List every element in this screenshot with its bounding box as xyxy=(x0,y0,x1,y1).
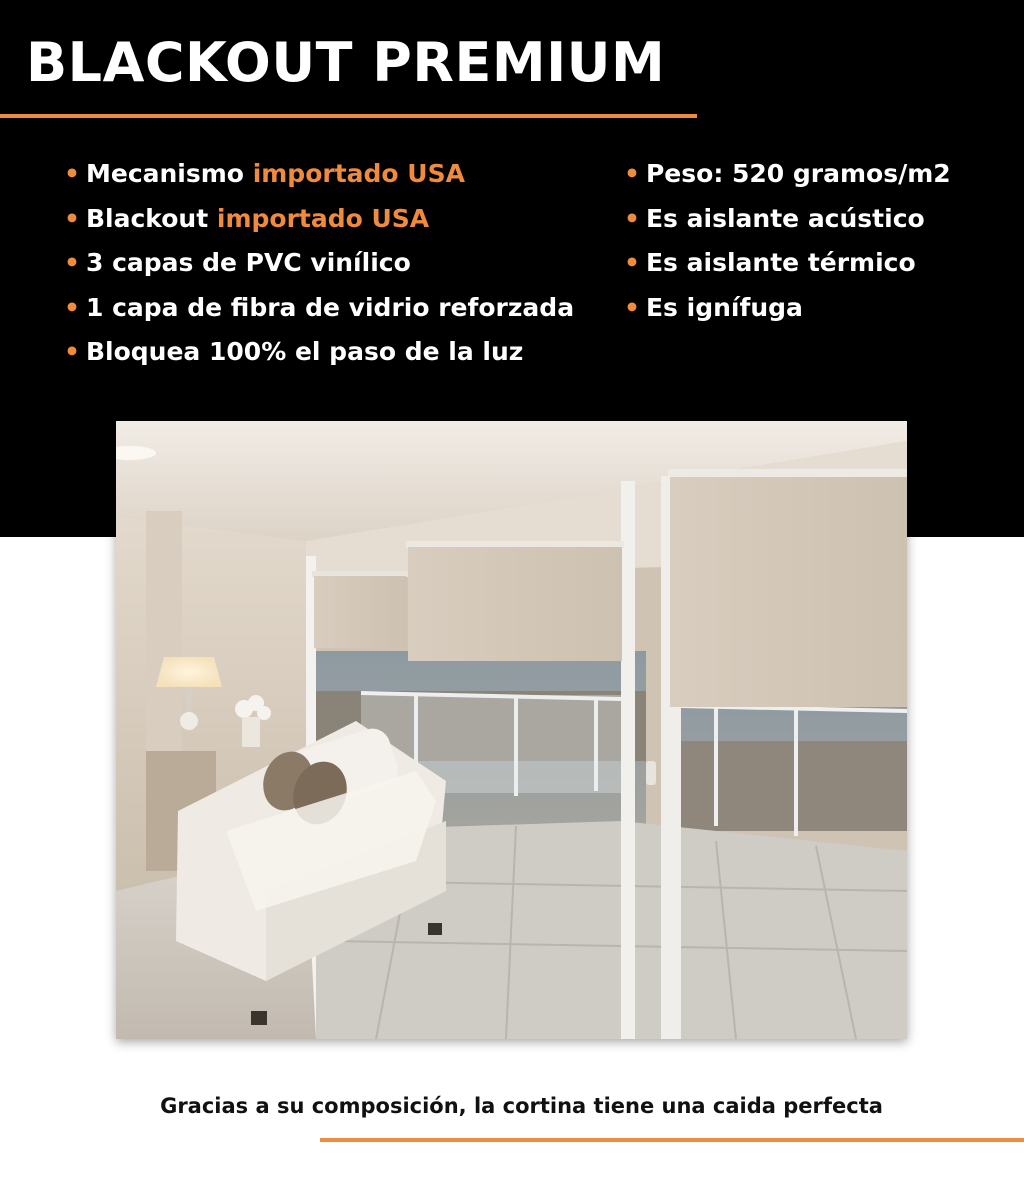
feature-item xyxy=(624,247,951,292)
lamp-shade xyxy=(156,657,222,687)
feature-text: Blackout xyxy=(85,203,217,233)
bullet-icon: • xyxy=(624,203,640,233)
feature-text: Peso: 520 gramos/m2 xyxy=(645,159,951,188)
caption-underline xyxy=(320,1138,1024,1142)
feature-text: Mecanismo xyxy=(85,159,253,188)
feature-text: Bloquea 100% el paso de la luz xyxy=(85,337,524,366)
bullet-icon: • xyxy=(624,292,640,322)
feature-item xyxy=(624,203,951,248)
bullet-icon: • xyxy=(624,159,640,188)
bullet-icon: • xyxy=(64,337,80,366)
feature-item xyxy=(64,336,574,381)
feature-highlight: importado USA xyxy=(216,203,430,233)
caption-text: Gracias a su composición, la cortina tiene una caida perfecta xyxy=(160,1094,883,1118)
bullet-icon: • xyxy=(624,248,640,277)
feature-text: 1 capa de fibra de vidrio reforzada xyxy=(85,292,575,322)
room-photo xyxy=(116,421,907,1039)
feature-item xyxy=(64,247,574,292)
feature-item xyxy=(64,158,574,203)
window-frame-center xyxy=(621,481,635,1039)
blind-1 xyxy=(314,576,406,648)
bullet-icon: • xyxy=(64,248,80,277)
feature-text: 3 capas de PVC vinílico xyxy=(85,248,411,277)
blind-3 xyxy=(670,477,907,707)
bullet-icon: • xyxy=(64,203,80,233)
feature-item xyxy=(624,292,951,337)
feature-text: Es aislante acústico xyxy=(645,203,925,233)
blind-roller-3 xyxy=(668,469,907,477)
feature-text: Es ignífuga xyxy=(645,292,803,322)
feature-item xyxy=(64,203,574,248)
bullet-icon: • xyxy=(64,159,80,188)
room-illustration xyxy=(116,421,907,1039)
feature-item xyxy=(64,292,574,337)
page-title: BLACKOUT PREMIUM xyxy=(26,31,666,94)
door-handle xyxy=(646,761,656,785)
blind-2 xyxy=(408,547,622,661)
lamp-base xyxy=(180,712,198,730)
feature-item xyxy=(624,158,951,203)
feature-list-right xyxy=(624,158,951,336)
feature-text: Es aislante térmico xyxy=(645,248,916,277)
bullet-icon: • xyxy=(64,292,80,322)
feature-highlight: importado USA xyxy=(252,159,465,188)
title-underline xyxy=(0,114,697,118)
blind-roller-2 xyxy=(406,541,624,548)
feature-list-left xyxy=(64,158,574,381)
